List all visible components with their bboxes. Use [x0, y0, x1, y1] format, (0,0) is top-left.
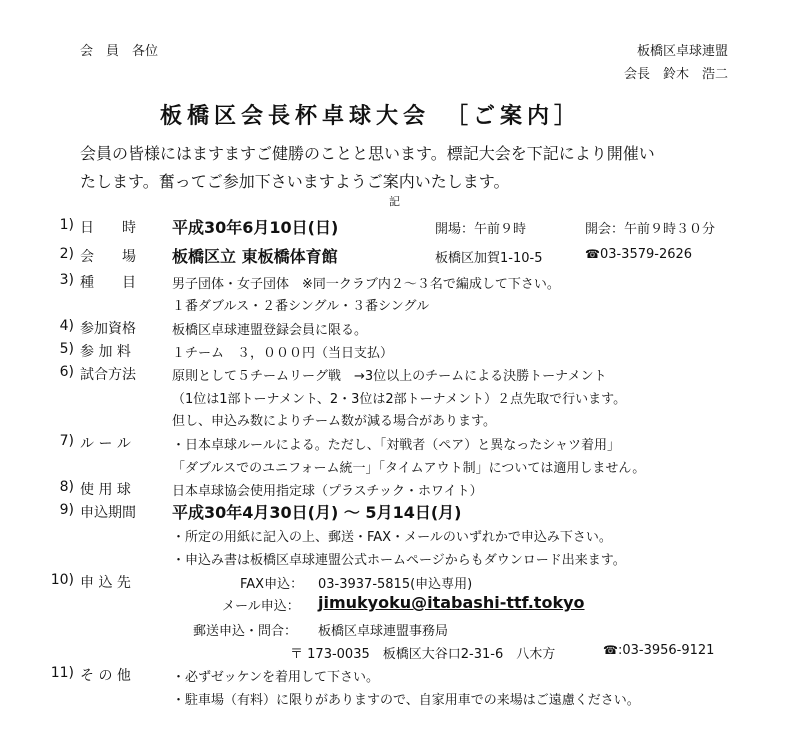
item-number: 4)	[59, 318, 74, 334]
post-recipient: 板橋区卓球連盟事務局	[318, 624, 449, 639]
item-label: そ の 他	[80, 668, 131, 684]
item-number: 7)	[59, 433, 74, 449]
mail-address-link[interactable]: jimukyoku@itabashi-ttf.tokyo	[318, 593, 585, 612]
telephone-icon: ☎	[585, 247, 600, 261]
item-label: 申込期間	[80, 505, 136, 521]
recipients: 会 員 各位	[80, 44, 159, 59]
postal-mark-icon: 〒	[290, 647, 304, 662]
item-label: 試合方法	[80, 367, 136, 383]
item-label: 参 加 料	[80, 344, 131, 360]
fee-text: １チーム ３，０００円（当日支払）	[172, 346, 394, 361]
item-number: 2)	[59, 246, 74, 262]
item-number: 10)	[50, 572, 74, 588]
item-label: 日 時	[80, 220, 136, 236]
contact-tel: ☎:03-3956-9121	[603, 643, 715, 658]
other-line-1: ・必ずゼッケンを着用して下さい。	[172, 670, 379, 685]
venue-address: 板橋区加賀1-10-5	[435, 251, 543, 266]
events-line-2: １番ダブルス・２番シングル・３番シングル	[172, 299, 430, 314]
other-line-2: ・駐車場（有料）に限りがありますので、自家用車での来場はご遠慮ください。	[172, 693, 640, 708]
page-title: 板橋区会長杯卓球大会 ［ご案内］	[160, 104, 582, 129]
organization: 板橋区卓球連盟	[636, 44, 728, 59]
item-number: 3)	[59, 272, 74, 288]
venue-name: 板橋区立 東板橋体育館	[172, 247, 338, 266]
post-label: 郵送申込・問合：	[193, 624, 298, 639]
rules-line-2: 「ダブルスでのユニフォーム統一」「タイムアウト制」については適用しません。	[172, 461, 646, 476]
item-number: 9)	[59, 502, 74, 518]
president: 会長 鈴木 浩二	[623, 67, 728, 82]
format-line-1: 原則として５チームリーグ戦 →3位以上のチームによる決勝トーナメント	[172, 369, 607, 384]
item-number: 1)	[59, 217, 74, 233]
item-number: 6)	[59, 364, 74, 380]
ball-text: 日本卓球協会使用指定球（プラスチック・ホワイト）	[172, 484, 483, 499]
eligibility-text: 板橋区卓球連盟登録会員に限る。	[172, 323, 368, 338]
format-line-3: 但し、申込み数によりチーム数が減る場合があります。	[172, 414, 496, 429]
fax-number: 03-3937-5815(申込専用)	[318, 577, 473, 592]
open-hall-time: 開場：午前９時	[435, 222, 527, 237]
item-number: 11)	[50, 665, 74, 681]
ki-mark: 記	[389, 195, 400, 208]
period-line-1: ・所定の用紙に記入の上、郵送・FAX・メールのいずれかで申込み下さい。	[172, 530, 612, 545]
mail-label: メール申込：	[222, 599, 300, 614]
item-label: ル ー ル	[80, 436, 131, 452]
application-period: 平成30年4月30日(月) ～ 5月14日(月)	[172, 503, 462, 522]
event-date: 平成30年6月10日(日)	[172, 218, 339, 237]
period-line-2: ・申込み書は板橋区卓球連盟公式ホームページからもダウンロード出来ます。	[172, 553, 626, 568]
rules-line-1: ・日本卓球ルールによる。ただし、「対戦者（ペア）と異なったシャツ着用」	[172, 438, 620, 453]
item-number: 8)	[59, 479, 74, 495]
item-label: 種 目	[80, 275, 136, 291]
intro-line-2: たします。奮ってご参加下さいますようご案内いたします。	[80, 172, 510, 191]
events-line-1: 男子団体・女子団体 ※同一クラブ内２～３名で編成して下さい。	[172, 277, 560, 292]
postal-address: 〒 173-0035 板橋区大谷口2-31-6 八木方	[290, 647, 556, 662]
venue-tel: ☎03-3579-2626	[585, 247, 693, 262]
item-label: 申 込 先	[80, 575, 131, 591]
format-line-2: （1位は1部トーナメント、2・3位は2部トーナメント）２点先取で行います。	[172, 392, 627, 407]
item-label: 使 用 球	[80, 482, 131, 498]
open-event-time: 開会：午前９時３０分	[585, 222, 716, 237]
telephone-icon: ☎	[603, 643, 618, 657]
item-number: 5)	[59, 341, 74, 357]
fax-label: FAX申込：	[240, 577, 304, 592]
intro-line-1: 会員の皆様にはますますご健勝のことと思います。標記大会を下記により開催い	[80, 144, 655, 163]
item-label: 参加資格	[80, 321, 136, 337]
item-label: 会 場	[80, 249, 136, 265]
